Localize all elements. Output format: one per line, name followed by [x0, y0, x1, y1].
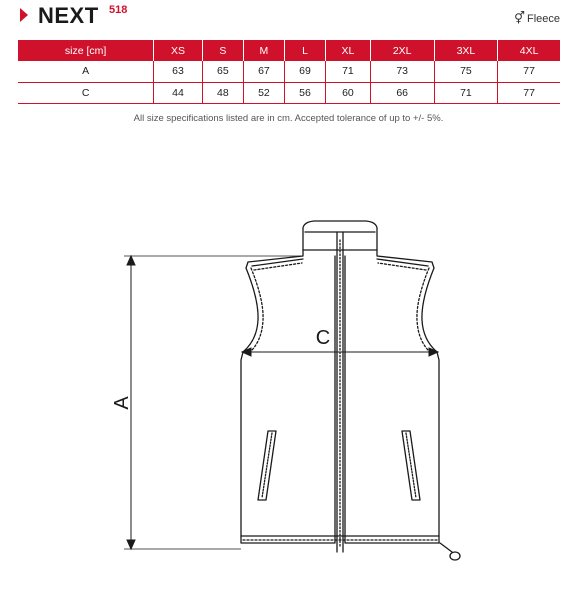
table-cell: A	[18, 61, 154, 82]
vest-right-panel	[345, 250, 439, 543]
table-cell: 63	[154, 61, 203, 82]
table-cell: 71	[326, 61, 371, 82]
table-row	[18, 61, 560, 82]
column-header: L	[284, 40, 325, 61]
column-header: 3XL	[434, 40, 498, 61]
table-cell: 48	[202, 82, 243, 103]
column-header: 2XL	[370, 40, 434, 61]
unisex-icon: ⚥	[514, 11, 525, 25]
table-cell: 69	[284, 61, 325, 82]
cord-toggle	[450, 552, 460, 560]
vest-left-panel	[241, 250, 335, 543]
material-label	[514, 11, 560, 25]
material-text: Fleece	[526, 13, 560, 25]
right-shoulder-seam	[377, 259, 428, 266]
product-model: NEXT	[38, 3, 99, 28]
arrow-right-icon	[20, 8, 28, 22]
drawcord	[440, 543, 452, 552]
size-table-header	[18, 40, 560, 61]
column-header: M	[243, 40, 284, 61]
size-table	[18, 40, 560, 104]
column-header: 4XL	[498, 40, 560, 61]
table-cell: 77	[498, 61, 560, 82]
vest-diagram	[0, 140, 577, 593]
left-shoulder-seam	[252, 259, 303, 266]
table-cell: 52	[243, 82, 284, 103]
table-cell: 75	[434, 61, 498, 82]
tolerance-note: All size specifications listed are in cm. Accepted tolerance of up to +/- 5%.	[133, 113, 444, 124]
table-cell: 73	[370, 61, 434, 82]
table-cell: 56	[284, 82, 325, 103]
table-cell: 66	[370, 82, 434, 103]
table-cell: 71	[434, 82, 498, 103]
column-header: XS	[154, 40, 203, 61]
table-cell: 44	[154, 82, 203, 103]
dim-a-arrow-top	[127, 256, 135, 265]
right-shoulder-stitching	[378, 263, 426, 270]
product-code: 518	[109, 4, 128, 16]
column-header: size [cm]	[18, 40, 154, 61]
dim-a-arrow-bottom	[127, 540, 135, 549]
product-header	[0, 0, 577, 32]
table-cell: 65	[202, 61, 243, 82]
column-header: S	[202, 40, 243, 61]
table-cell: 77	[498, 82, 560, 103]
table-cell: 60	[326, 82, 371, 103]
table-row	[18, 82, 560, 103]
dim-a-label: A	[111, 396, 133, 410]
column-header: XL	[326, 40, 371, 61]
dim-c-label: C	[315, 327, 331, 349]
table-cell: C	[18, 82, 154, 103]
table-cell: 67	[243, 61, 284, 82]
left-shoulder-stitching	[254, 263, 302, 270]
